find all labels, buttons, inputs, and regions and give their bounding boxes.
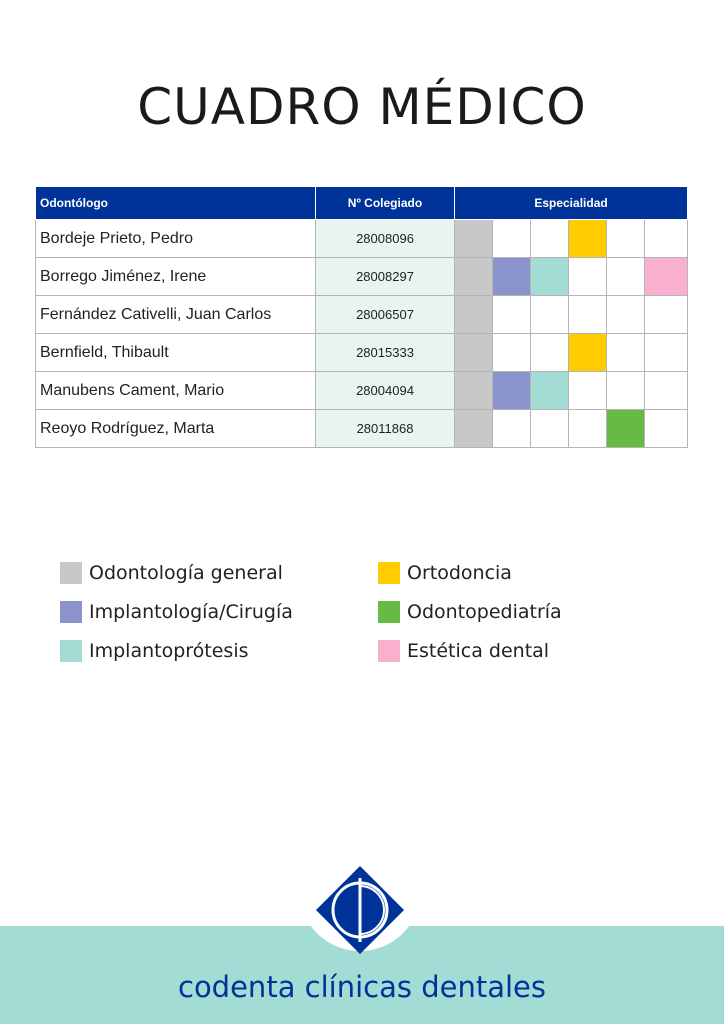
specialty-cell: [531, 334, 569, 372]
registration-number: 28008297: [316, 258, 455, 296]
specialty-cell: [569, 296, 607, 334]
specialty-cell: [493, 258, 531, 296]
specialty-cell: [569, 220, 607, 258]
specialty-cell: [455, 410, 493, 448]
dentist-name: Fernández Cativelli, Juan Carlos: [36, 296, 316, 334]
legend-label: Odontopediatría: [407, 601, 562, 623]
table-row: [36, 258, 688, 296]
specialty-cell: [531, 220, 569, 258]
specialty-cell: [645, 296, 688, 334]
specialty-cell: [455, 296, 493, 334]
specialty-cell: [607, 258, 645, 296]
specialty-cell: [493, 410, 531, 448]
specialty-cell: [645, 410, 688, 448]
specialty-cell: [455, 334, 493, 372]
legend-item: [378, 599, 562, 625]
registration-number: 28004094: [316, 372, 455, 410]
table-row: [36, 220, 688, 258]
specialty-cell: [531, 296, 569, 334]
table-row: [36, 334, 688, 372]
dentist-name: Reoyo Rodríguez, Marta: [36, 410, 316, 448]
specialty-cell: [569, 258, 607, 296]
specialty-cell: [569, 372, 607, 410]
specialty-cell: [531, 410, 569, 448]
legend-item: [60, 638, 249, 664]
brand-name: codenta clínicas dentales: [178, 970, 546, 1004]
specialty-cell: [493, 372, 531, 410]
registration-number: 28015333: [316, 334, 455, 372]
specialty-cell: [493, 220, 531, 258]
specialty-cell: [607, 220, 645, 258]
specialty-cell: [607, 296, 645, 334]
specialty-cell: [455, 220, 493, 258]
page-title: CUADRO MÉDICO: [137, 77, 587, 136]
table-header-row: [36, 187, 688, 220]
legend-item: [60, 599, 293, 625]
dentist-name: Bernfield, Thibault: [36, 334, 316, 372]
specialty-cell: [569, 334, 607, 372]
legend-item: [60, 560, 283, 586]
legend-item: [378, 638, 549, 664]
specialty-cell: [645, 334, 688, 372]
specialty-cell: [645, 220, 688, 258]
legend-swatch: [378, 640, 400, 662]
specialty-cell: [569, 410, 607, 448]
registration-number: 28008096: [316, 220, 455, 258]
header-registration-number: Nº Colegiado: [316, 187, 455, 220]
specialty-cell: [493, 296, 531, 334]
codenta-logo-icon: [314, 864, 406, 956]
legend-label: Implantología/Cirugía: [89, 601, 293, 623]
legend-label: Odontología general: [89, 562, 283, 584]
specialty-cell: [645, 258, 688, 296]
registration-number: 28011868: [316, 410, 455, 448]
specialty-cell: [531, 258, 569, 296]
legend-swatch: [60, 640, 82, 662]
legend-label: Ortodoncia: [407, 562, 512, 584]
specialty-cell: [607, 334, 645, 372]
specialty-cell: [607, 410, 645, 448]
specialty-cell: [607, 372, 645, 410]
dentist-name: Manubens Cament, Mario: [36, 372, 316, 410]
table-row: [36, 296, 688, 334]
legend-item: [378, 560, 512, 586]
specialty-cell: [493, 334, 531, 372]
legend-label: Estética dental: [407, 640, 550, 662]
dentist-name: Bordeje Prieto, Pedro: [36, 220, 316, 258]
registration-number: 28006507: [316, 296, 455, 334]
legend-swatch: [378, 562, 400, 584]
legend-swatch: [60, 562, 82, 584]
legend-swatch: [378, 601, 400, 623]
dentist-table: [35, 186, 688, 448]
header-specialty: Especialidad: [455, 187, 688, 220]
specialty-cell: [455, 258, 493, 296]
table-row: [36, 410, 688, 448]
dentist-name: Borrego Jiménez, Irene: [36, 258, 316, 296]
header-dentist: Odontólogo: [36, 187, 316, 220]
table-row: [36, 372, 688, 410]
legend-label: Implantoprótesis: [89, 640, 249, 662]
specialty-cell: [531, 372, 569, 410]
specialty-cell: [645, 372, 688, 410]
legend-swatch: [60, 601, 82, 623]
specialty-cell: [455, 372, 493, 410]
